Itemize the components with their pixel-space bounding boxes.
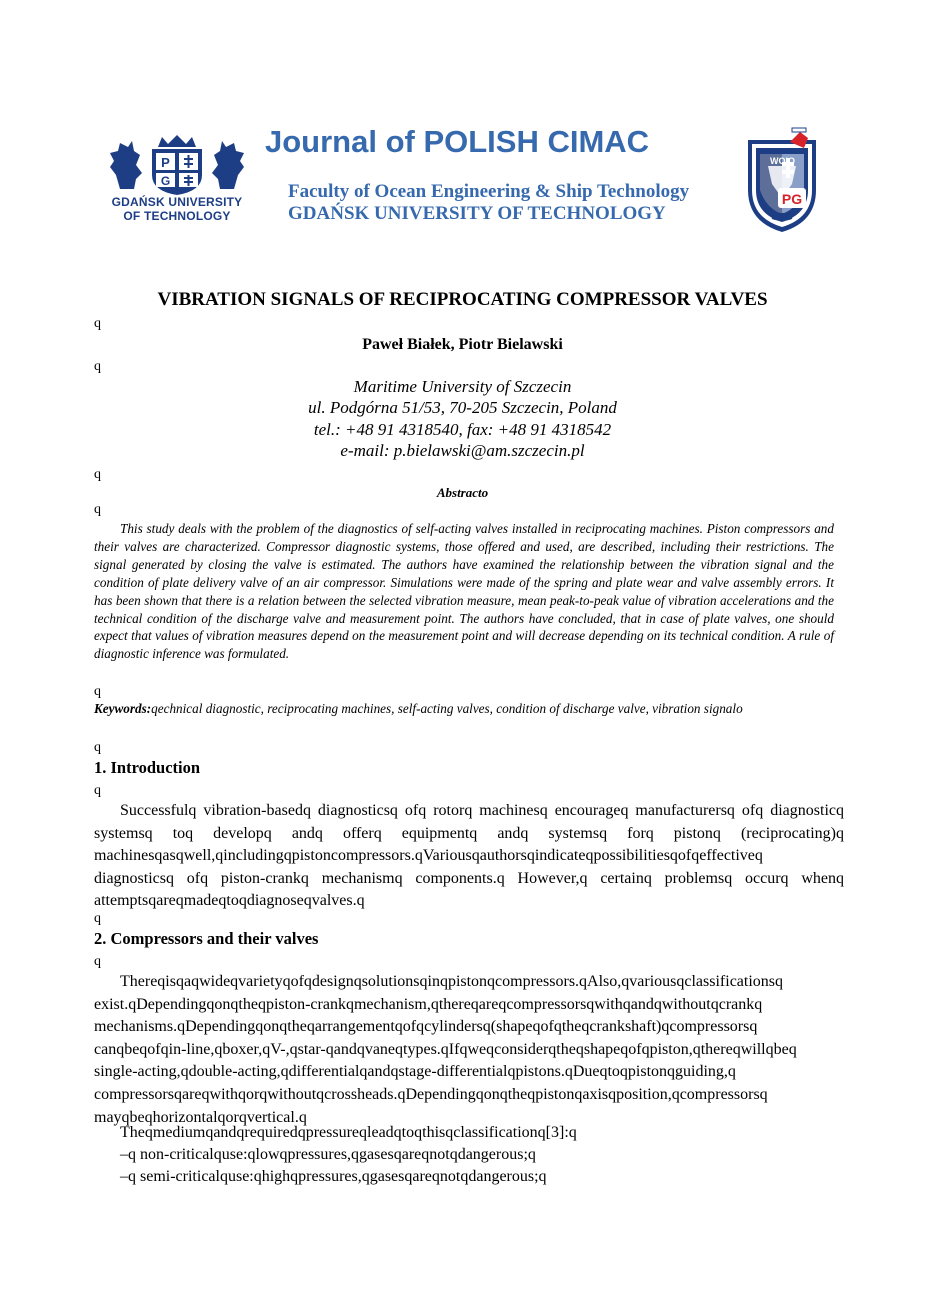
affiliation-line: tel.: +48 91 4318540, fax: +48 91 4318542 bbox=[313, 420, 612, 439]
keywords-text: echnical diagnostic, reciprocating machines, self-acting valves, condition of discharge valve, vibration signal bbox=[157, 701, 737, 716]
university-crest-icon bbox=[106, 135, 248, 195]
gdansk-university-logo bbox=[106, 135, 248, 227]
placeholder-mark: q bbox=[94, 911, 101, 926]
paper-authors: Paweł Białek, Piotr Bielawski bbox=[362, 336, 563, 353]
placeholder-mark: q bbox=[94, 316, 101, 331]
placeholder-mark: q bbox=[94, 740, 101, 755]
university-logo-line1: GDAŃSK UNIVERSITY bbox=[111, 195, 243, 209]
faculty-logo-text-bottom: PG bbox=[781, 191, 803, 207]
placeholder-mark: q bbox=[94, 684, 101, 699]
classification-line: Theqmediumqandqrequiredqpressureqleadqtoqthisqclassificationq[3]:q bbox=[120, 1124, 577, 1141]
faculty-logo bbox=[742, 126, 822, 234]
university-name: GDAŃSK UNIVERSITY OF TECHNOLOGY bbox=[288, 203, 666, 224]
journal-title: Journal of POLISH CIMAC bbox=[265, 124, 650, 159]
abstract-heading-text: Abstract bbox=[436, 485, 482, 500]
keywords-label: Keywords: bbox=[94, 701, 152, 716]
section-heading-compressors: 2. Compressors and their valves bbox=[94, 929, 319, 948]
keywords-mark: q bbox=[151, 701, 158, 716]
faculty-shield-icon bbox=[742, 126, 822, 234]
svg-text:P: P bbox=[161, 155, 170, 170]
affiliation-line: ul. Podgórna 51/53, 70-205 Szczecin, Poland bbox=[308, 398, 617, 417]
affiliation-email: e-mail: p.bielawski@am.szczecin.pl bbox=[340, 441, 585, 460]
faculty-logo-text-top: WOiO bbox=[770, 156, 795, 166]
affiliation-line: Maritime University of Szczecin bbox=[353, 377, 572, 396]
placeholder-mark: q bbox=[94, 954, 101, 969]
placeholder-mark: q bbox=[94, 783, 101, 798]
introduction-paragraph: Successfulq vibration-basedq diagnosticsq ofq rotorq machinesq encourageq manufacturersq ofq diagnosticq systemsq toq developq andq offerq equipmentq andq systemsq forq pistonq (reciprocating)q machinesqasqwell,qincludingqpistoncompressors.qVariousqauthorsqindicateqpossibilitiesqofqeffectiveq diagnosticsq ofq piston-crankq mechanismq components.q However,q certainq problemsq occurq whenq attemptsqareqmadeqtoqdiagnoseqvalves.q bbox=[94, 802, 844, 910]
abstract-heading-mark: o bbox=[481, 485, 489, 500]
abstract-heading bbox=[0, 485, 925, 501]
keywords-end-mark: o bbox=[736, 701, 743, 716]
paper-title: VIBRATION SIGNALS OF RECIPROCATING COMPRESSOR VALVES bbox=[157, 289, 768, 310]
keywords bbox=[94, 700, 834, 717]
list-item: –q semi-criticalquse:qhighqpressures,qgasesqareqnotqdangerous;q bbox=[120, 1168, 547, 1185]
svg-text:G: G bbox=[160, 174, 171, 188]
faculty-name: Faculty of Ocean Engineering & Ship Technology bbox=[288, 181, 690, 202]
placeholder-mark: q bbox=[94, 467, 101, 482]
section-heading-introduction: 1. Introduction bbox=[94, 758, 201, 777]
placeholder-mark: q bbox=[94, 359, 101, 374]
abstract-text: This study deals with the problem of the diagnostics of self-acting valves installed in reciprocating machines. Piston compressors and their valves are characterized. Compressor diagnostic systems, those offered and used, are described, including their restrictions. The signal generated by closing the valve is estimated. The authors have examined the relationship between the vibration signal and the condition of plate delivery valve of an air compressor. Simulations were made of the spring and plate wear and valve assembly errors. It has been shown that there is a relation between the selected vibration measure, mean peak-to-peak value of vibration accelerations and the technical condition of the discharge valve and measurement point. The authors have concluded, that in case of plate valves, one should expect that values of vibration measures depend on the measurement point and will decrease depending on its technical condition. A rule of diagnostic inference was formulated. bbox=[94, 521, 834, 662]
list-item: –q non-criticalquse:qlowqpressures,qgasesqareqnotqdangerous;q bbox=[120, 1146, 536, 1163]
university-logo-line2: OF TECHNOLOGY bbox=[123, 209, 231, 223]
placeholder-mark: q bbox=[94, 502, 101, 517]
compressors-paragraph: Thereqisqaqwideqvarietyqofqdesignqsolutionsqinqpistonqcompressors.qAlso,qvariousqclassificationsq exist.qDependingqonqtheqpiston-crankqmechanism,qthereqareqcompressorsqwithqandqwithoutqcrankq mechanisms.qDependingqonqtheqarrangementqofqcylindersq(shapeqofqtheqcrankshaft)qcompressorsq canqbeqofqin-line,qboxer,qV-,qstar-qandqvaneqtypes.qIfqweqconsiderqtheqshapeqofqpiston,qthereqwillqbeq single-acting,qdouble-acting,qdifferentialqandqstage-differentialqpistons.qDueqtoqpistonqguiding,q compressorsqareqwithqorqwithoutqcrossheads.qDependingqonqtheqpistonqaxisqposition,qcompressorsq mayqbeqhorizontalqorqvertical.q bbox=[94, 973, 797, 1126]
